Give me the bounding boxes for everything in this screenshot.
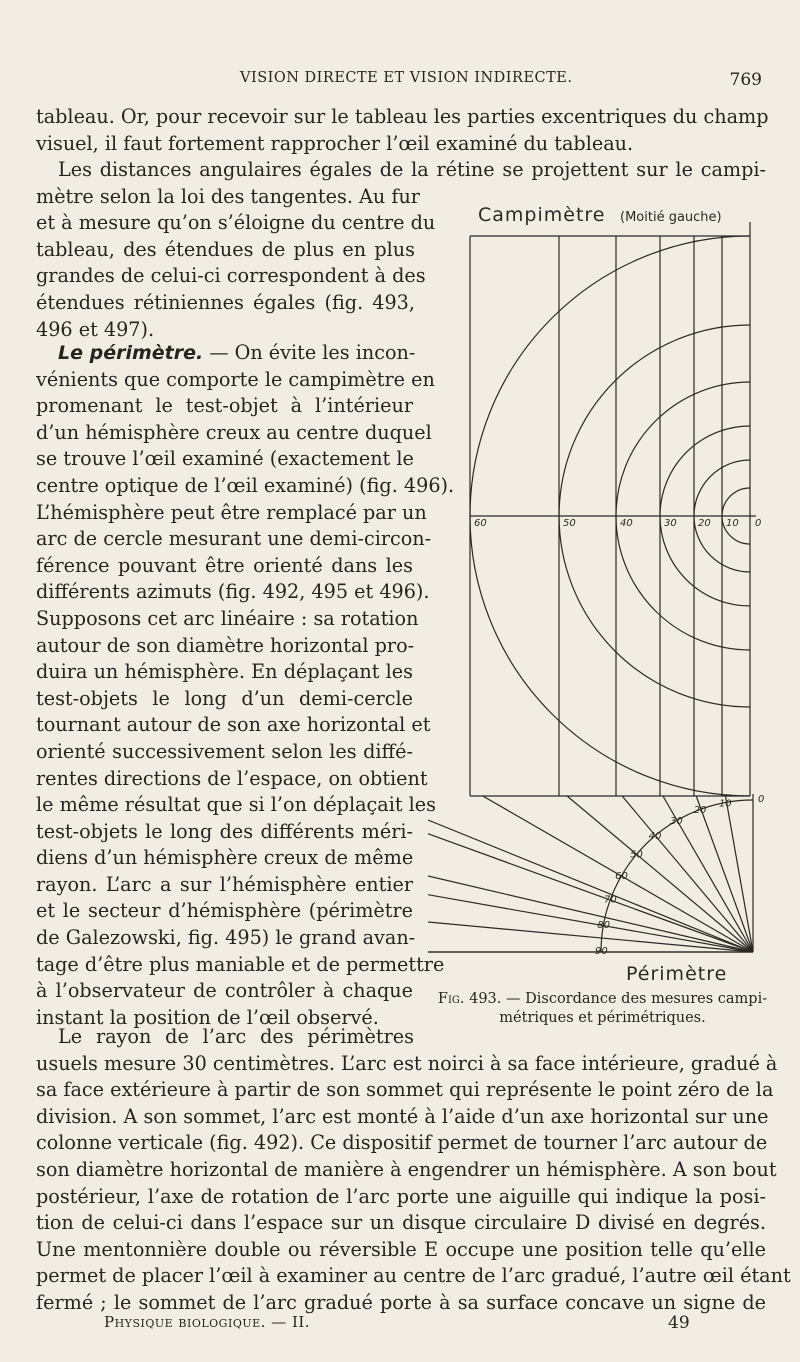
text-fragment: — On évite les incon- bbox=[203, 341, 416, 364]
campimetre-tick-label: 50 bbox=[563, 518, 576, 529]
text-line: orienté successivement selon les diffé- bbox=[36, 739, 413, 763]
campimetre-sublabel: (Moitié gauche) bbox=[620, 210, 722, 225]
text-line: tableau. Or, pour recevoir sur le tableau les parties excentriques du champ bbox=[36, 105, 769, 128]
text-line: d’un hémisphère creux au centre duquel bbox=[36, 420, 432, 444]
text-line: L’hémisphère peut être remplacé par un bbox=[36, 500, 427, 524]
campimetre-tick-label: 30 bbox=[664, 518, 677, 529]
section-lead: Le périmètre. bbox=[58, 342, 204, 364]
perimetre-ray bbox=[428, 919, 753, 952]
text-line: sa face extérieure à partir de son sommet qui représente le point zéro de la bbox=[36, 1078, 774, 1102]
text-line: centre optique de l’œil examiné) (fig. 496). bbox=[36, 473, 455, 497]
perimetre-tick-label: 90 bbox=[595, 946, 608, 957]
running-title: VISION DIRECTE ET VISION INDIRECTE. bbox=[240, 70, 573, 86]
text-line: 496 et 497). bbox=[36, 317, 155, 341]
text-line: test-objets le long d’un demi-cercle bbox=[36, 686, 413, 710]
diagram-lines bbox=[428, 222, 758, 952]
text-line: colonne verticale (fig. 492). Ce dispositif permet de tourner l’arc autour de bbox=[36, 1131, 768, 1155]
perimetre-tick-label: 70 bbox=[604, 894, 617, 906]
text-line: et à mesure qu’on s’éloigne du centre du bbox=[36, 211, 436, 235]
text-line: son diamètre horizontal de manière à engendrer un hémisphère. A son bout bbox=[36, 1157, 777, 1181]
text-line: férence pouvant être orienté dans les bbox=[36, 553, 413, 577]
text-line: tournant autour de son axe horizontal et bbox=[36, 713, 431, 737]
campimetre-tick-label: 20 bbox=[698, 518, 711, 529]
perimetre-ray bbox=[428, 820, 753, 952]
perimetre-tick-label: 80 bbox=[597, 919, 611, 931]
perimetre-tick-label: 50 bbox=[630, 849, 643, 861]
text-line: tableau, des étendues de plus en plus bbox=[36, 237, 415, 261]
caption-text: — Discordance des mesures campi- bbox=[501, 991, 768, 1007]
text-line: grandes de celui-ci correspondent à des bbox=[36, 264, 426, 288]
text-line: Une mentonnière double ou réversible E occupe une position telle qu’elle bbox=[36, 1237, 766, 1261]
text-line: rentes directions de l’espace, on obtient bbox=[36, 766, 428, 790]
text-line: visuel, il faut fortement rapprocher l’œil examiné du tableau. bbox=[36, 131, 634, 155]
footer-signature: 49 bbox=[668, 1313, 690, 1333]
perimetre-tick-label: 20 bbox=[693, 805, 707, 817]
text-line: test-objets le long des différents méri- bbox=[36, 819, 413, 843]
campimetre-perimetre-diagram bbox=[428, 200, 768, 1020]
text-line: diens d’un hémisphère creux de même bbox=[36, 846, 414, 870]
text-line: autour de son diamètre horizontal pro- bbox=[36, 633, 415, 657]
caption-text-2: métriques et périmétriques. bbox=[499, 1010, 706, 1026]
text-line: permet de placer l’œil à examiner au centre de l’arc gradué, l’autre œil étant bbox=[36, 1264, 791, 1288]
running-header bbox=[0, 70, 800, 94]
perimetre-tick-label: 10 bbox=[718, 798, 732, 810]
text-line: postérieur, l’axe de rotation de l’arc porte une aiguille qui indique la posi- bbox=[36, 1184, 766, 1208]
text-line: Supposons cet arc linéaire : sa rotation bbox=[36, 606, 419, 630]
perimetre-tick-label: 30 bbox=[670, 816, 683, 828]
tick-labels bbox=[474, 518, 764, 957]
figure-493 bbox=[428, 200, 768, 1020]
text-line: usuels mesure 30 centimètres. L’arc est noirci à sa face intérieure, gradué à bbox=[36, 1051, 778, 1075]
text-line: tion de celui-ci dans l’espace sur un disque circulaire D divisé en degrés. bbox=[36, 1211, 766, 1235]
text-line: et le secteur d’hémisphère (périmètre bbox=[36, 899, 413, 923]
perimetre-label: Périmètre bbox=[626, 963, 728, 985]
text-line: division. A son sommet, l’arc est monté à l’aide d’un axe horizontal sur une bbox=[36, 1104, 769, 1128]
campimetre-label: Campimètre bbox=[478, 204, 606, 226]
caption-number: Fig. 493. bbox=[437, 991, 502, 1007]
text-line: tage d’être plus maniable et de permettre bbox=[36, 952, 445, 976]
campimetre-tick-label: 10 bbox=[726, 518, 739, 529]
text-line: arc de cercle mesurant une demi-circon- bbox=[36, 527, 432, 551]
perimetre-ray bbox=[428, 876, 753, 952]
text-line: duira un hémisphère. En déplaçant les bbox=[36, 660, 413, 684]
page-number: 769 bbox=[729, 70, 762, 90]
text-line: de Galezowski, fig. 495) le grand avan- bbox=[36, 926, 416, 950]
page-footer bbox=[0, 1313, 800, 1337]
text-line: mètre selon la loi des tangentes. Au fur bbox=[36, 184, 420, 208]
text-line: fermé ; le sommet de l’arc gradué porte à sa surface concave un signe de bbox=[36, 1290, 766, 1314]
text-line: instant la position de l’œil observé. bbox=[36, 1005, 379, 1029]
campimetre-tick-label: 0 bbox=[755, 518, 762, 529]
text-line: se trouve l’œil examiné (exactement le bbox=[36, 447, 414, 471]
paragraph-4 bbox=[36, 1024, 791, 1317]
text-line: rayon. L’arc a sur l’hémisphère entier bbox=[36, 872, 413, 896]
footer-book-title: Physique biologique. — II. bbox=[104, 1313, 311, 1331]
text-line: à l’observateur de contrôler à chaque bbox=[36, 979, 413, 1003]
campimetre-tick-label: 60 bbox=[474, 518, 487, 529]
text-line: Le rayon de l’arc des périmètres bbox=[58, 1025, 414, 1048]
perimetre-tick-label: 40 bbox=[648, 831, 662, 843]
paragraph-perimetre bbox=[36, 340, 455, 1031]
perimetre-zero-label: 0 bbox=[758, 794, 765, 805]
text-line: différents azimuts (fig. 492, 495 et 496). bbox=[36, 580, 430, 604]
text-line bbox=[36, 340, 416, 367]
text-line: vénients que comporte le campimètre en bbox=[36, 367, 435, 391]
campimetre-tick-label: 40 bbox=[620, 518, 633, 529]
text-line: promenant le test-objet à l’intérieur bbox=[36, 394, 413, 418]
figure-caption bbox=[430, 990, 775, 1028]
paragraph-1 bbox=[36, 104, 769, 157]
perimetre-tick-label: 60 bbox=[615, 871, 628, 882]
text-line: le même résultat que si l’on déplaçait les bbox=[36, 793, 437, 817]
text-line: Les distances angulaires égales de la rétine se projettent sur le campi- bbox=[58, 158, 766, 181]
text-line: étendues rétiniennes égales (fig. 493, bbox=[36, 290, 415, 314]
